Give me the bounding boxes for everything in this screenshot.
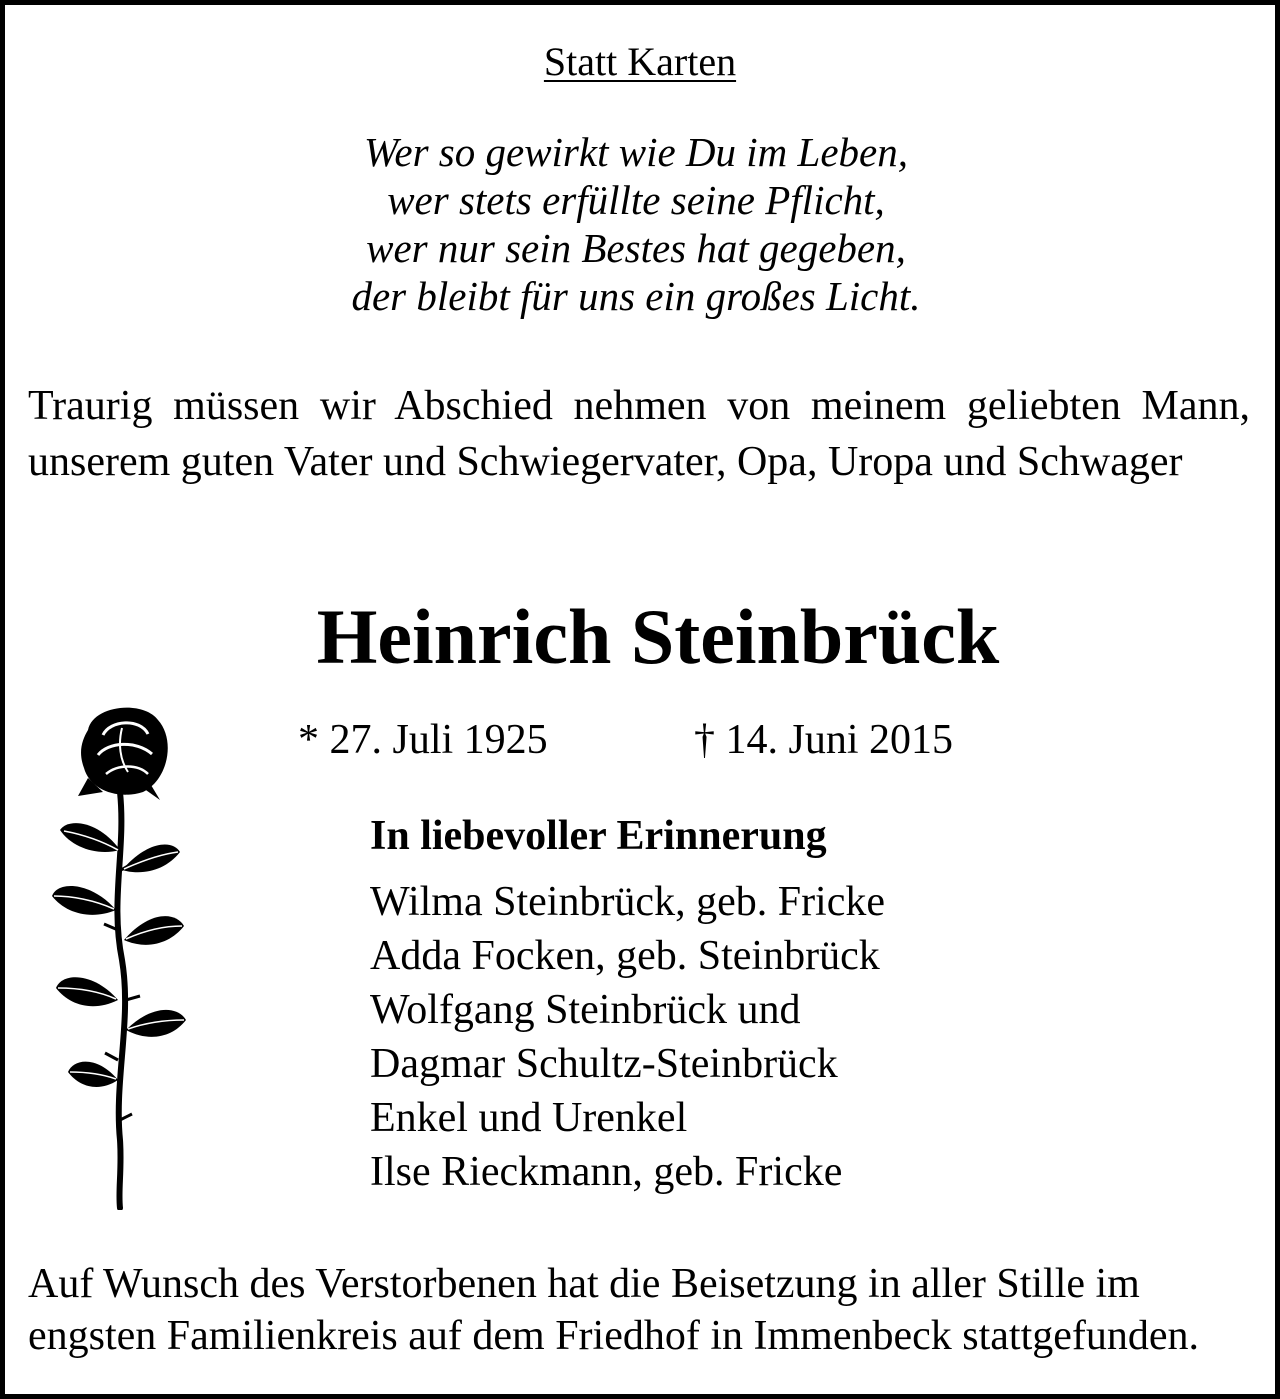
poem-line: Wer so gewirkt wie Du im Leben, [364, 129, 908, 175]
mourner-name: Dagmar Schultz-Steinbrück [370, 1041, 838, 1087]
poem-line: wer stets erfüllte seine Pflicht, [387, 177, 885, 223]
intro-text: Traurig müssen wir Abschied nehmen von meinem geliebten Mann, unserem guten Vater und Schwiegervater, Opa, Uropa und Schwager [28, 383, 1250, 485]
footer-line: engsten Familienkreis auf dem Friedhof in Immenbeck stattgefunden. [28, 1313, 1200, 1359]
footer-note [28, 1258, 1258, 1362]
memory-heading: In liebevoller Erinnerung [370, 813, 827, 859]
header-title: Statt Karten [543, 39, 737, 84]
mourner-name: Ilse Rieckmann, geb. Fricke [370, 1149, 843, 1195]
mourner-name: Enkel und Urenkel [370, 1095, 688, 1141]
mourner-name: Wolfgang Steinbrück und [370, 987, 801, 1033]
footer-line: Auf Wunsch des Verstorbenen hat die Beisetzung in aller Stille im [28, 1261, 1140, 1307]
header [0, 40, 1280, 84]
poem-line: wer nur sein Bestes hat gegeben, [366, 225, 906, 271]
poem-line: der bleibt für uns ein großes Licht. [351, 273, 921, 319]
mourner-name: Adda Focken, geb. Steinbrück [370, 933, 880, 979]
mourner-name: Wilma Steinbrück, geb. Fricke [370, 879, 886, 925]
rose-icon [48, 700, 188, 1210]
birth-date: * 27. Juli 1925 [298, 717, 548, 763]
deceased-name: Heinrich Steinbrück [316, 593, 1000, 680]
mourners-list [370, 875, 885, 1199]
poem [0, 128, 1272, 320]
death-date: † 14. Juni 2015 [694, 717, 954, 763]
